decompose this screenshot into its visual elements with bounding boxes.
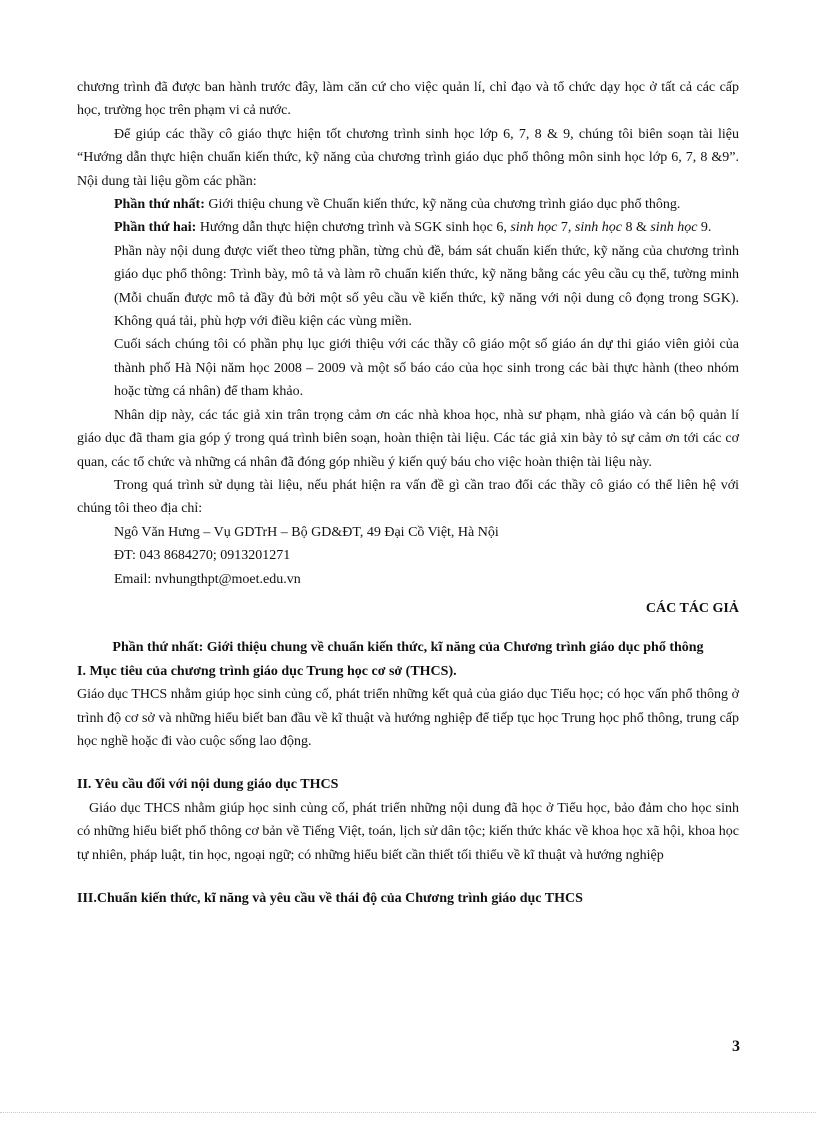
paragraph-content-description: Phần này nội dung được viết theo từng phần, từng chủ đề, bám sát chuẩn kiến thức, kỹ năng của chương trình giáo dục phổ thông: Trình bày, mô tả và làm rõ chuẩn kiến thức, kỹ năng bằng các yêu cầu cụ thể, tường minh (Mỗi chuẩn được mô tả đầy đủ bởi một số yêu cầu về kiến thức, kỹ năng với nội dung cô đọng trong SGK). Không quá tải, phù hợp với điều kiện các vùng miền. bbox=[114, 243, 739, 330]
page-bottom-divider bbox=[0, 1112, 816, 1113]
paragraph-part-one bbox=[77, 193, 739, 216]
contact-phone: ĐT: 043 8684270; 0913201271 bbox=[114, 548, 291, 564]
part-one-text: Giới thiệu chung về Chuẩn kiến thức, kỹ năng của chương trình giáo dục phổ thông. bbox=[204, 197, 681, 213]
part-two-italic-a: sinh học bbox=[510, 220, 558, 236]
part-two-text-c: 8 & bbox=[621, 220, 651, 236]
contact-email: Email: nvhungthpt@moet.edu.vn bbox=[114, 571, 301, 587]
section-title-text: Giới thiệu chung về chuẩn kiến thức, kĩ năng của Chương trình giáo dục phổ thông bbox=[203, 640, 704, 656]
part-two-text-d: 9. bbox=[697, 220, 712, 236]
paragraph-content-requirements: Giáo dục THCS nhằm giúp học sinh củng cố, phát triển những nội dung đã học ở Tiểu học, bảo đảm cho học sinh có những hiểu biết phổ thông cơ bản về Tiếng Việt, toán, lịch sử dân tộc; kiến thức khác về khoa học xã hội, khoa học tự nhiên, pháp luật, tin học, ngoại ngữ; có những hiểu biết cần thiết tối thiểu về kĩ thuật và hướng nghiệp bbox=[77, 800, 739, 863]
part-two-text-a: Hướng dẫn thực hiện chương trình và SGK sinh học 6, bbox=[196, 220, 511, 236]
authors-signature: CÁC TÁC GIẢ bbox=[645, 600, 739, 616]
paragraph-contact: Trong quá trình sử dụng tài liệu, nếu phát hiện ra vấn đề gì cần trao đổi các thầy cô giáo có thể liên hệ với chúng tôi theo địa chỉ: bbox=[77, 477, 739, 517]
paragraph-appendix: Cuối sách chúng tôi có phần phụ lục giới thiệu với các thầy cô giáo một số giáo án dự thi giáo viên giỏi của thành phố Hà Nội năm học 2008 – 2009 và một số báo cáo của học sinh trong các bài thực hành (theo nhóm hoặc từng cá nhân) để tham khảo. bbox=[114, 337, 739, 400]
paragraph-purpose: Để giúp các thầy cô giáo thực hiện tốt chương trình sinh học lớp 6, 7, 8 & 9, chúng tôi biên soạn tài liệu “Hướng dẫn thực hiện chuẩn kiến thức, kỹ năng của chương trình giáo dục phổ thông môn sinh học lớp 6, 7, 8 &9”. Nội dung tài liệu gồm các phần: bbox=[77, 126, 739, 189]
part-two-text-b: 7, bbox=[557, 220, 575, 236]
part-two-italic-b: sinh học bbox=[574, 220, 622, 236]
paragraph-objectives: Giáo dục THCS nhằm giúp học sinh củng cố, phát triển những kết quả của giáo dục Tiểu học; có học vấn phổ thông ở trình độ cơ sở và những hiểu biết ban đầu về kĩ thuật và hướng nghiệp để tiếp tục học Trung học phổ thông, trung cấp học nghề hoặc đi vào cuộc sống lao động. bbox=[77, 687, 739, 749]
document-page bbox=[77, 76, 739, 910]
page-number: 3 bbox=[732, 1038, 740, 1055]
part-two-italic-c: sinh học bbox=[650, 220, 698, 236]
heading-standards: III.Chuẩn kiến thức, kĩ năng và yêu cầu về thái độ của Chương trình giáo dục THCS bbox=[77, 891, 583, 906]
part-one-label: Phần thứ nhất: bbox=[114, 197, 205, 213]
paragraph-intro-continuation: chương trình đã được ban hành trước đây, làm căn cứ cho việc quản lí, chỉ đạo và tổ chức dạy học ở tất cả các cấp học, trường học trên phạm vi cả nước. bbox=[77, 80, 739, 119]
part-two-label: Phần thứ hai: bbox=[114, 220, 197, 236]
section-title bbox=[77, 636, 739, 659]
contact-name: Ngô Văn Hưng – Vụ GDTrH – Bộ GD&ĐT, 49 Đại Cồ Việt, Hà Nội bbox=[114, 524, 499, 540]
section-title-label: Phần thứ nhất: bbox=[112, 640, 204, 656]
paragraph-thanks: Nhân dịp này, các tác giả xin trân trọng cảm ơn các nhà khoa học, nhà sư phạm, nhà giáo và cán bộ quản lí giáo dục đã tham gia góp ý trong quá trình biên soạn, hoàn thiện tài liệu. Các tác giả xin bày tỏ sự cảm ơn tới các cơ quan, các tổ chức và những cá nhân đã đóng góp nhiều ý kiến quý báu cho việc hoàn thiện tài liệu này. bbox=[77, 407, 739, 470]
heading-objectives: I. Mục tiêu của chương trình giáo dục Trung học cơ sở (THCS). bbox=[77, 663, 457, 679]
paragraph-part-two bbox=[77, 216, 739, 239]
heading-content-requirements: II. Yêu cầu đối với nội dung giáo dục THCS bbox=[77, 777, 339, 793]
